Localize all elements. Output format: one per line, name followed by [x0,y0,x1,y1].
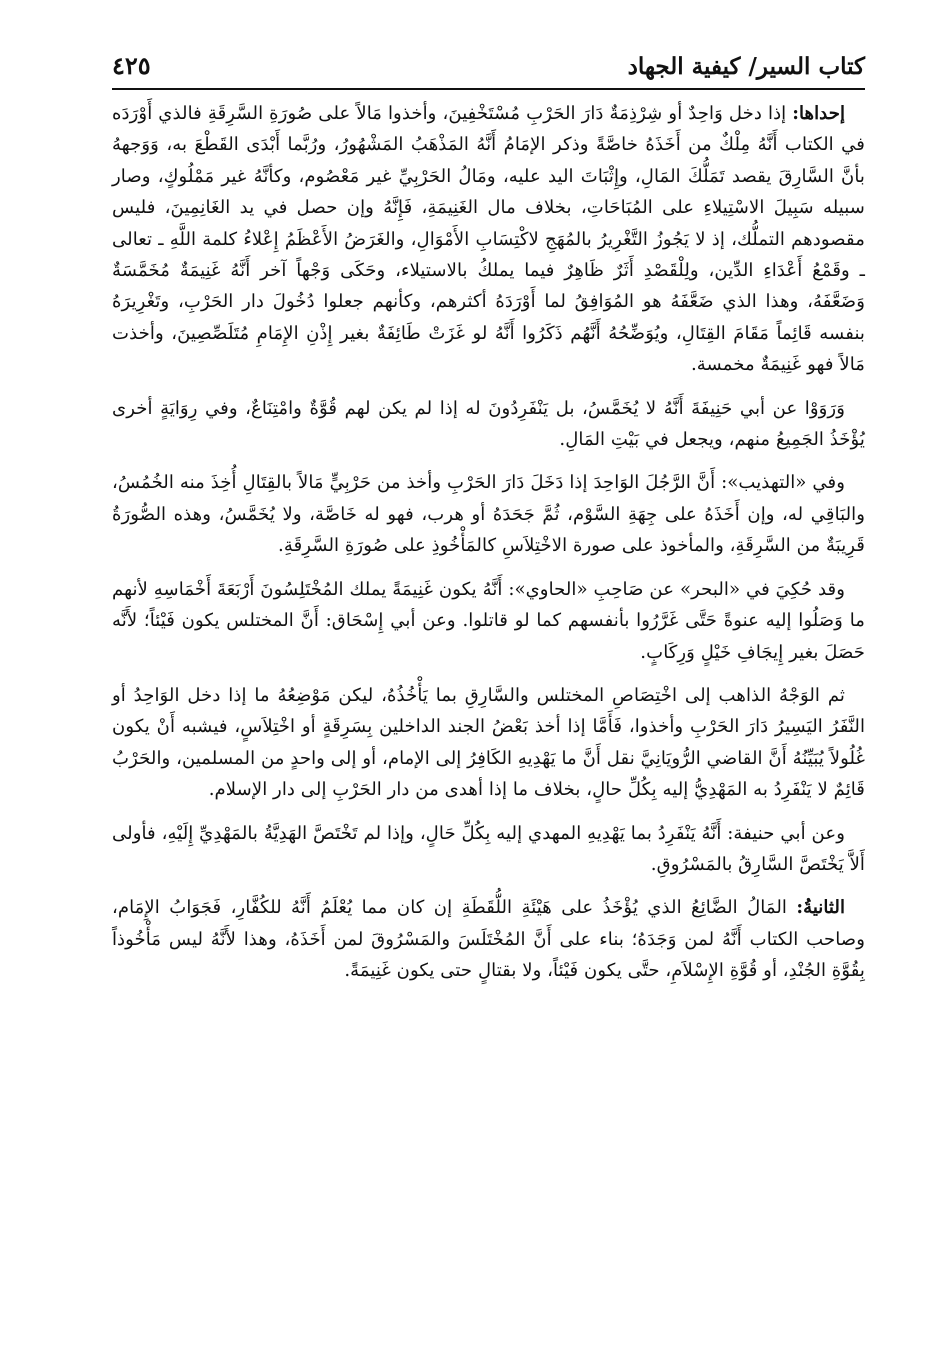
paragraph-text: ثم الوَجْهُ الذاهب إلى اخْتِصَاصِ المختلس والسَّارِقِ بما يَأْخُذُهُ، ليكن مَوْضِعُهُ ما إذا دخل الوَاحِدُ أو النَّفَرُ اليَسِيرُ دَارَ الحَرْبِ وأخذوا، فَأَمَّا إذا أخذ بَعْضُ الجند الداخلين بِسَرِقَةٍ أو اخْتِلاَسٍ، فيشبه أَنْ يكون غُلُولاً يُبَيِّنُهُ أَنَّ القاضي الرُّويَانِيَّ نقل أَنَّ ما يَهْدِيهِ الكَافِرُ إلى الإمام، أو إلى واحدٍ من المسلمين، والحَرْبُ قَائِمٌ لا يَنْفَرِدُ به المَهْدِيُّ إليه بِكُلِّ حالٍ، بخلاف ما إذا أهدى من دار الحَرْبِ إلى دار الإسلام. [112,684,865,801]
paragraph-text: المَالُ الضَّائِعُ الذي يُؤْخَذُ على هَيْئَةِ اللُّقَطَةِ إن كان مما يُعْلَمُ أَنَّهُ للكُفَّارِ، فَجَوَابُ الإِمَام، وصاحب الكتاب أَنَّهُ لمن وَجَدَهُ؛ بناء على أَنَّ المُخْتَلَسَ والمَسْرُوقَ لمن أَخَذَهُ، وهذا لأَنَّهُ ليس مَأْخُوذاً بِقُوَّةِ الجُنْدِ، أو قُوَّةِ الإِسْلاَمِ، حتَّى يكون فَيْئاً، ولا بقتالٍ حتى يكون غَنِيمَةً. [112,897,865,982]
case-heading-first: إحداها: [792,103,845,124]
paragraph-text: إذا دخل وَاحِدٌ أو شِرْذِمَةٌ دَارَ الحَرْبِ مُسْتَخْفِينَ، وأخذوا مَالاً على صُورَةِ السَّرِقَةِ فالذي أَوْرَدَه في الكتاب أَنَّهُ مِلْكٌ من أَخَذَهُ خاصَّةً وذكر الإمَامُ أَنَّهُ المَذْهَبُ المَشْهُورُ، ورُبَّما أَبْدَى القَطْعَ به، وَوَجههُ بأنَّ السَّارِقَ يقصد تَمَلُّكَ المَالِ، وإِثْبَاتَ اليد عليه، ومَالُ الحَرْبِيِّ غير مَعْصُوم، وكأنَّهُ غير مَمْلُوكٍ، وصار سبيله سَبِيلَ الاسْتِيلاءِ على المُبَاحَاتِ، بخلاف مال الغَنِيمَةِ، فَإِنَّهُ وإن حصل في يد الغَانِمِينَ، فليس مقصودهم التملُّك، إذ لا يَجُوزُ التَّغْرِيرُ بالمُهَجِ لاكْتِسَابِ الأَمْوَالِ، والغَرَضُ الأَعْظَمُ إِعْلاءُ كلمة اللَّهِ ـ تعالى ـ وقَمْعُ أَعْدَاءِ الدِّين، ولِلْقَصْدِ أَثَرٌ ظَاهِرٌ فيما يملكُ بالاستيلاء، وحَكَى وَجْهاً آخر أَنَّهُ غَنِيمَةٌ مُخَمَّسَةٌ وَضَعَّفَهُ، وهذا الذي ضَعَّفَهُ هو المُوَافِقُ لما أَوْرَدَهُ أكثرهم، وكأنهم جعلوا دُخُولَ دار الحَرْبِ، وتَغْرِيرَهُ بنفسه قَائِماً مَقَامَ القِتَالِ، ويُوَضِّحُهُ أَنَّهُم ذَكَرُوا أَنَّهُ لو غَزَتْ طَائِفَةٌ بغير إِذْنِ الإِمَامِ مُتَلَصِّصِينَ، وأخذت مَالاً فهو غَنِيمَةٌ مخمسة. [112,103,865,376]
case-heading-second: الثانيةُ: [796,897,845,919]
paragraph-bahr-hawi [112,574,865,668]
paragraph-text: وَرَوَوْا عن أبي حَنِيفَةَ أَنَّهُ لا يُخَمَّسُ، بل يَنْفَرِدُونَ له إذا لم يكن لهم قُوَّةٌ وامْتِنَاعٌ، وفي رِوَايَةٍ أخرى يُؤْخَذُ الجَمِيعُ منهم، ويجعل في بَيْتِ المَالِ. [112,397,865,451]
body-text [112,98,865,999]
paragraph-first-case [112,98,865,381]
paragraph-abu-hanifa-gift [112,818,865,881]
page-header [112,38,865,90]
paragraph-tahdhib [112,467,865,561]
page-number: ٤٢٥ [112,51,151,80]
paragraph-text: وعن أبي حنيفة: أَنَّهُ يَنْفَرِدُ بما يَهْدِيهِ المهدي إليه بِكُلِّ حَالٍ، وإذا لم تَخْتَصَّ الهَدِيَّةُ بالمَهْدِيِّ إِلَيْهِ، فأولى أَلاَّ يَخْتَصَّ السَّارِقُ بالمَسْرُوقِ. [112,822,865,875]
paragraph-abu-hanifa-view [112,393,865,456]
paragraph-text: وقد حُكِيَ في «البحر» عن صَاحِبِ «الحاوي»: أَنَّهُ يكون غَنِيمَةً يملك المُخْتَلِسُونَ أَرْبَعَةَ أَخْمَاسِهِ لأنهم ما وَصَلُوا إليه عنوةً حَتَّى غَرَّرُوا بأنفسهم كما لو قاتلوا. وعن أبي إِسْحَاق: أَنَّ المختلس يكون فَيْئاً؛ لأَنَّه حَصَلَ بغير إِيجَافِ خَيْلٍ وَرِكَابٍ. [112,578,865,663]
paragraph-second-case [112,892,865,986]
paragraph-text: وفي «التهذيب»: أَنَّ الرَّجُلَ الوَاحِدَ إذا دَخَلَ دَارَ الحَرْبِ وأخذ من حَرْبِيٍّ مَالاً بالقِتَالِ أُخِذَ منه الخُمُسُ، والبَاقِي له، وإن أَخَذَهُ على جِهَةِ السَّوْم، ثُمَّ جَحَدَهُ أو هرب، فهو له خَاصَّة، ولا يُخَمَّسُ، وهذه الصُّورَةُ قَرِيبَةٌ من السَّرِقَةِ، والمأخوذ على صورة الاخْتِلاَسِ كالمَأْخُوذِ على صُورَةِ السَّرِقَةِ. [112,472,865,557]
paragraph-thief-specific [112,680,865,806]
running-title: كتاب السير/ كيفية الجهاد [627,53,865,80]
